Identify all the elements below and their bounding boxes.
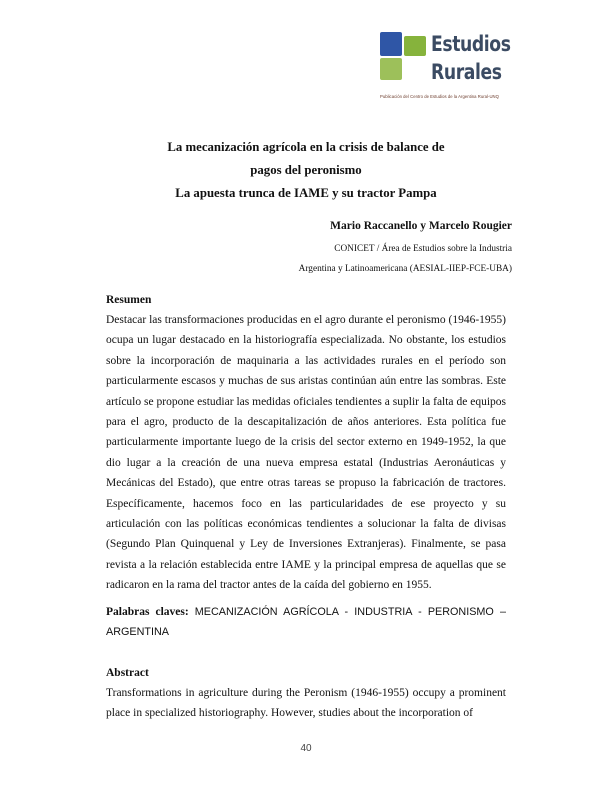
title-line-1: La mecanización agrícola en la crisis de balance de bbox=[167, 140, 445, 154]
logo-light-green-square bbox=[380, 58, 402, 80]
authors: Mario Raccanello y Marcelo Rougier bbox=[330, 220, 512, 232]
article-title bbox=[100, 136, 512, 205]
logo-green-square bbox=[404, 36, 426, 56]
resumen-heading: Resumen bbox=[106, 294, 152, 306]
logo-blue-square bbox=[380, 32, 402, 56]
logo-tagline: Publicación del Centro de Estudios de la Argentina Rural-UNQ bbox=[380, 94, 499, 99]
title-line-3: La apuesta trunca de IAME y su tractor Pampa bbox=[175, 186, 437, 200]
page-number: 40 bbox=[300, 743, 312, 754]
resumen-text: Destacar las transformaciones producidas en el agro durante el peronismo (1946-1955) ocupa un lugar destacado en la historiografía especializada. No obstante, los estudios sobre la incorporación de maquinaria a las actividades rurales en el período son particularmente escasos y muchas de sus aristas continúan aún entre las sombras. Este artículo se propone estudiar las medidas oficiales tendientes a suplir la falta de equipos para el agro, producto de la descapitalización de años anteriores. Esta política fue particularmente importante luego de la crisis del sector externo en 1949-1952, la que dio lugar a la creación de una nueva empresa estatal (Industrias Aeronáuticas y Mecánicas del Estado), que entre otras tareas se propuso la fabricación de tractores. Específicamente, hacemos foco en las particularidades de ese proyecto y su articulación con las políticas económicas tendientes a solucionar la falta de divisas (Segundo Plan Quinquenal y Ley de Inversiones Extranjeras). Finalmente, se pasa revista a la relación establecida entre IAME y la principal empresa de aquellas que se radicaron en la rama del tractor antes de la caída del gobierno en 1955. bbox=[106, 314, 506, 592]
abstract-heading: Abstract bbox=[106, 667, 149, 679]
title-line-2: pagos del peronismo bbox=[250, 163, 362, 177]
affiliation bbox=[299, 239, 512, 279]
keywords bbox=[106, 602, 506, 643]
affiliation-line-1: CONICET / Área de Estudios sobre la Industria bbox=[334, 244, 512, 254]
keywords-text: MECANIZACIÓN AGRÍCOLA - INDUSTRIA - PERONISMO – ARGENTINA bbox=[106, 606, 507, 639]
keywords-label: Palabras claves: bbox=[106, 606, 189, 618]
journal-logo bbox=[376, 28, 512, 108]
logo-word-estudios: Estudios bbox=[431, 32, 511, 56]
abstract-text: Transformations in agriculture during the Peronism (1946-1955) occupy a prominent place in specialized historiography. However, studies about the incorporation of bbox=[106, 687, 506, 720]
logo-word-rurales: Rurales bbox=[431, 60, 502, 84]
affiliation-line-2: Argentina y Latinoamericana (AESIAL-IIEP-FCE-UBA) bbox=[298, 264, 512, 274]
